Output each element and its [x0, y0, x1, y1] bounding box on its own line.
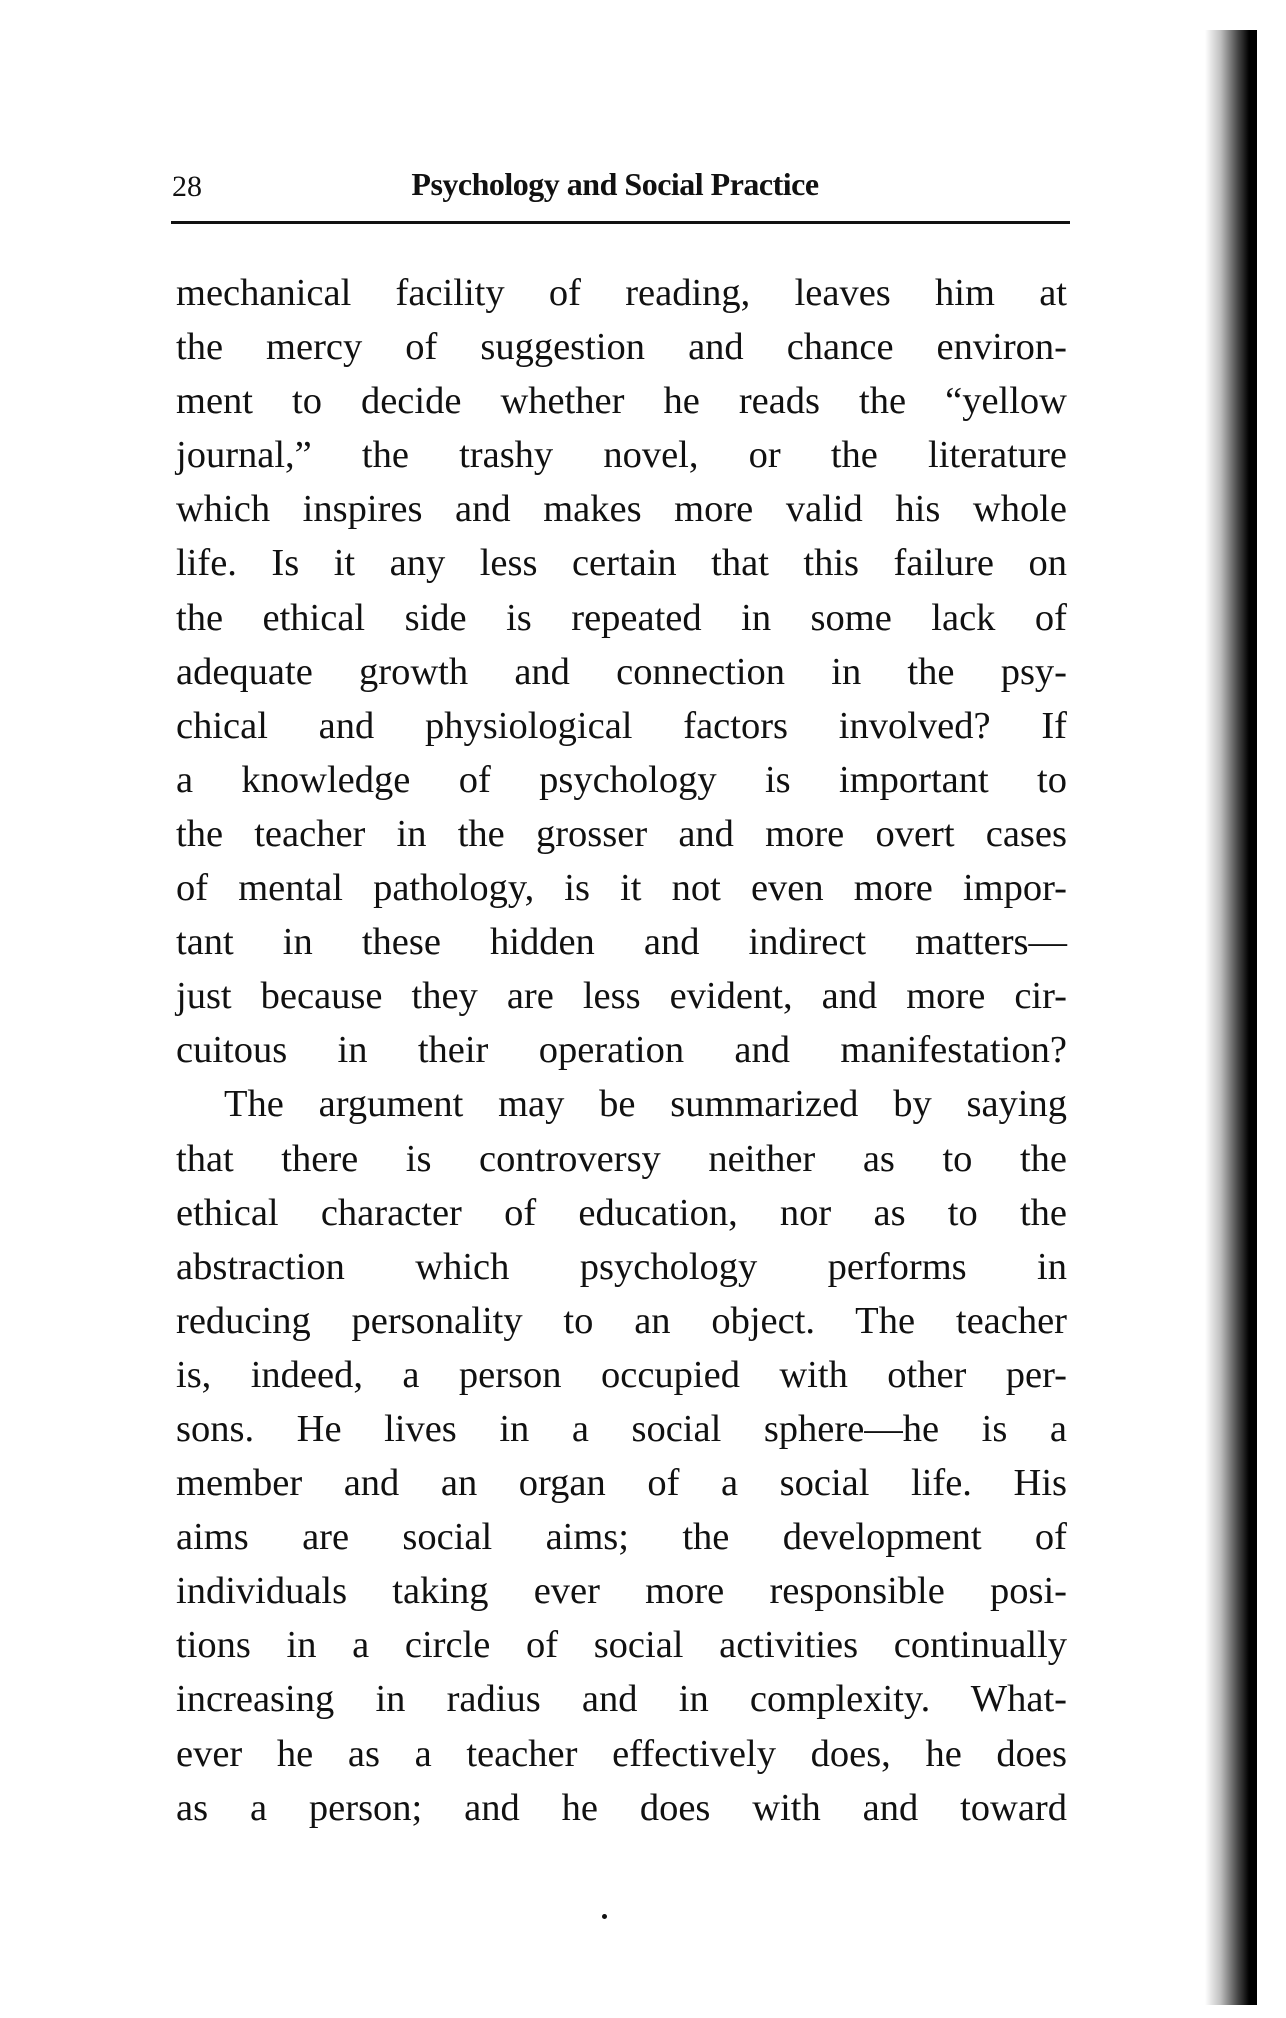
text-line: adequate growth and connection in the psy-: [176, 650, 1067, 693]
text-line: life. Is it any less certain that this failure on: [176, 542, 1067, 585]
text-line: individuals taking ever more responsible posi-: [176, 1570, 1067, 1613]
body-text: [176, 266, 1067, 1835]
ink-speck: [602, 1914, 607, 1919]
text-line: the teacher in the grosser and more overt cases: [176, 812, 1067, 855]
page-edge-shadow: [1205, 30, 1257, 2005]
text-line: that there is controversy neither as to the: [176, 1137, 1067, 1180]
text-line: the mercy of suggestion and chance environ-: [176, 326, 1067, 369]
text-line: of mental pathology, is it not even more impor-: [176, 867, 1067, 910]
text-line: sons. He lives in a social sphere—he is a: [176, 1407, 1067, 1450]
text-line: a knowledge of psychology is important to: [176, 758, 1067, 801]
running-title: Psychology and Social Practice: [411, 166, 819, 202]
text-line: member and an organ of a social life. His: [176, 1462, 1067, 1505]
text-line: cuitous in their operation and manifestation?: [176, 1029, 1067, 1072]
text-line: as a person; and he does with and toward: [176, 1786, 1067, 1829]
text-line: reducing personality to an object. The teacher: [176, 1299, 1067, 1342]
text-line: journal,” the trashy novel, or the literature: [176, 434, 1067, 477]
text-line: ethical character of education, nor as to the: [176, 1191, 1067, 1234]
text-line: aims are social aims; the development of: [176, 1516, 1067, 1559]
text-line: ment to decide whether he reads the “yellow: [176, 380, 1067, 423]
text-line: The argument may be summarized by saying: [224, 1083, 1067, 1126]
text-line: mechanical facility of reading, leaves him at: [176, 272, 1067, 314]
header-rule: [171, 221, 1070, 224]
text-line: tant in these hidden and indirect matters—: [176, 921, 1067, 964]
text-line: ever he as a teacher effectively does, he does: [176, 1732, 1067, 1775]
text-line: tions in a circle of social activities continually: [176, 1624, 1067, 1667]
text-line: is, indeed, a person occupied with other per-: [176, 1353, 1067, 1396]
text-line: abstraction which psychology performs in: [176, 1245, 1067, 1288]
text-line: the ethical side is repeated in some lack of: [176, 596, 1067, 639]
text-line: increasing in radius and in complexity. What-: [176, 1678, 1067, 1721]
page-number: 28: [172, 170, 202, 203]
text-line: which inspires and makes more valid his whole: [176, 488, 1067, 531]
text-line: just because they are less evident, and more cir-: [176, 975, 1067, 1018]
text-line: chical and physiological factors involved? If: [176, 704, 1067, 747]
